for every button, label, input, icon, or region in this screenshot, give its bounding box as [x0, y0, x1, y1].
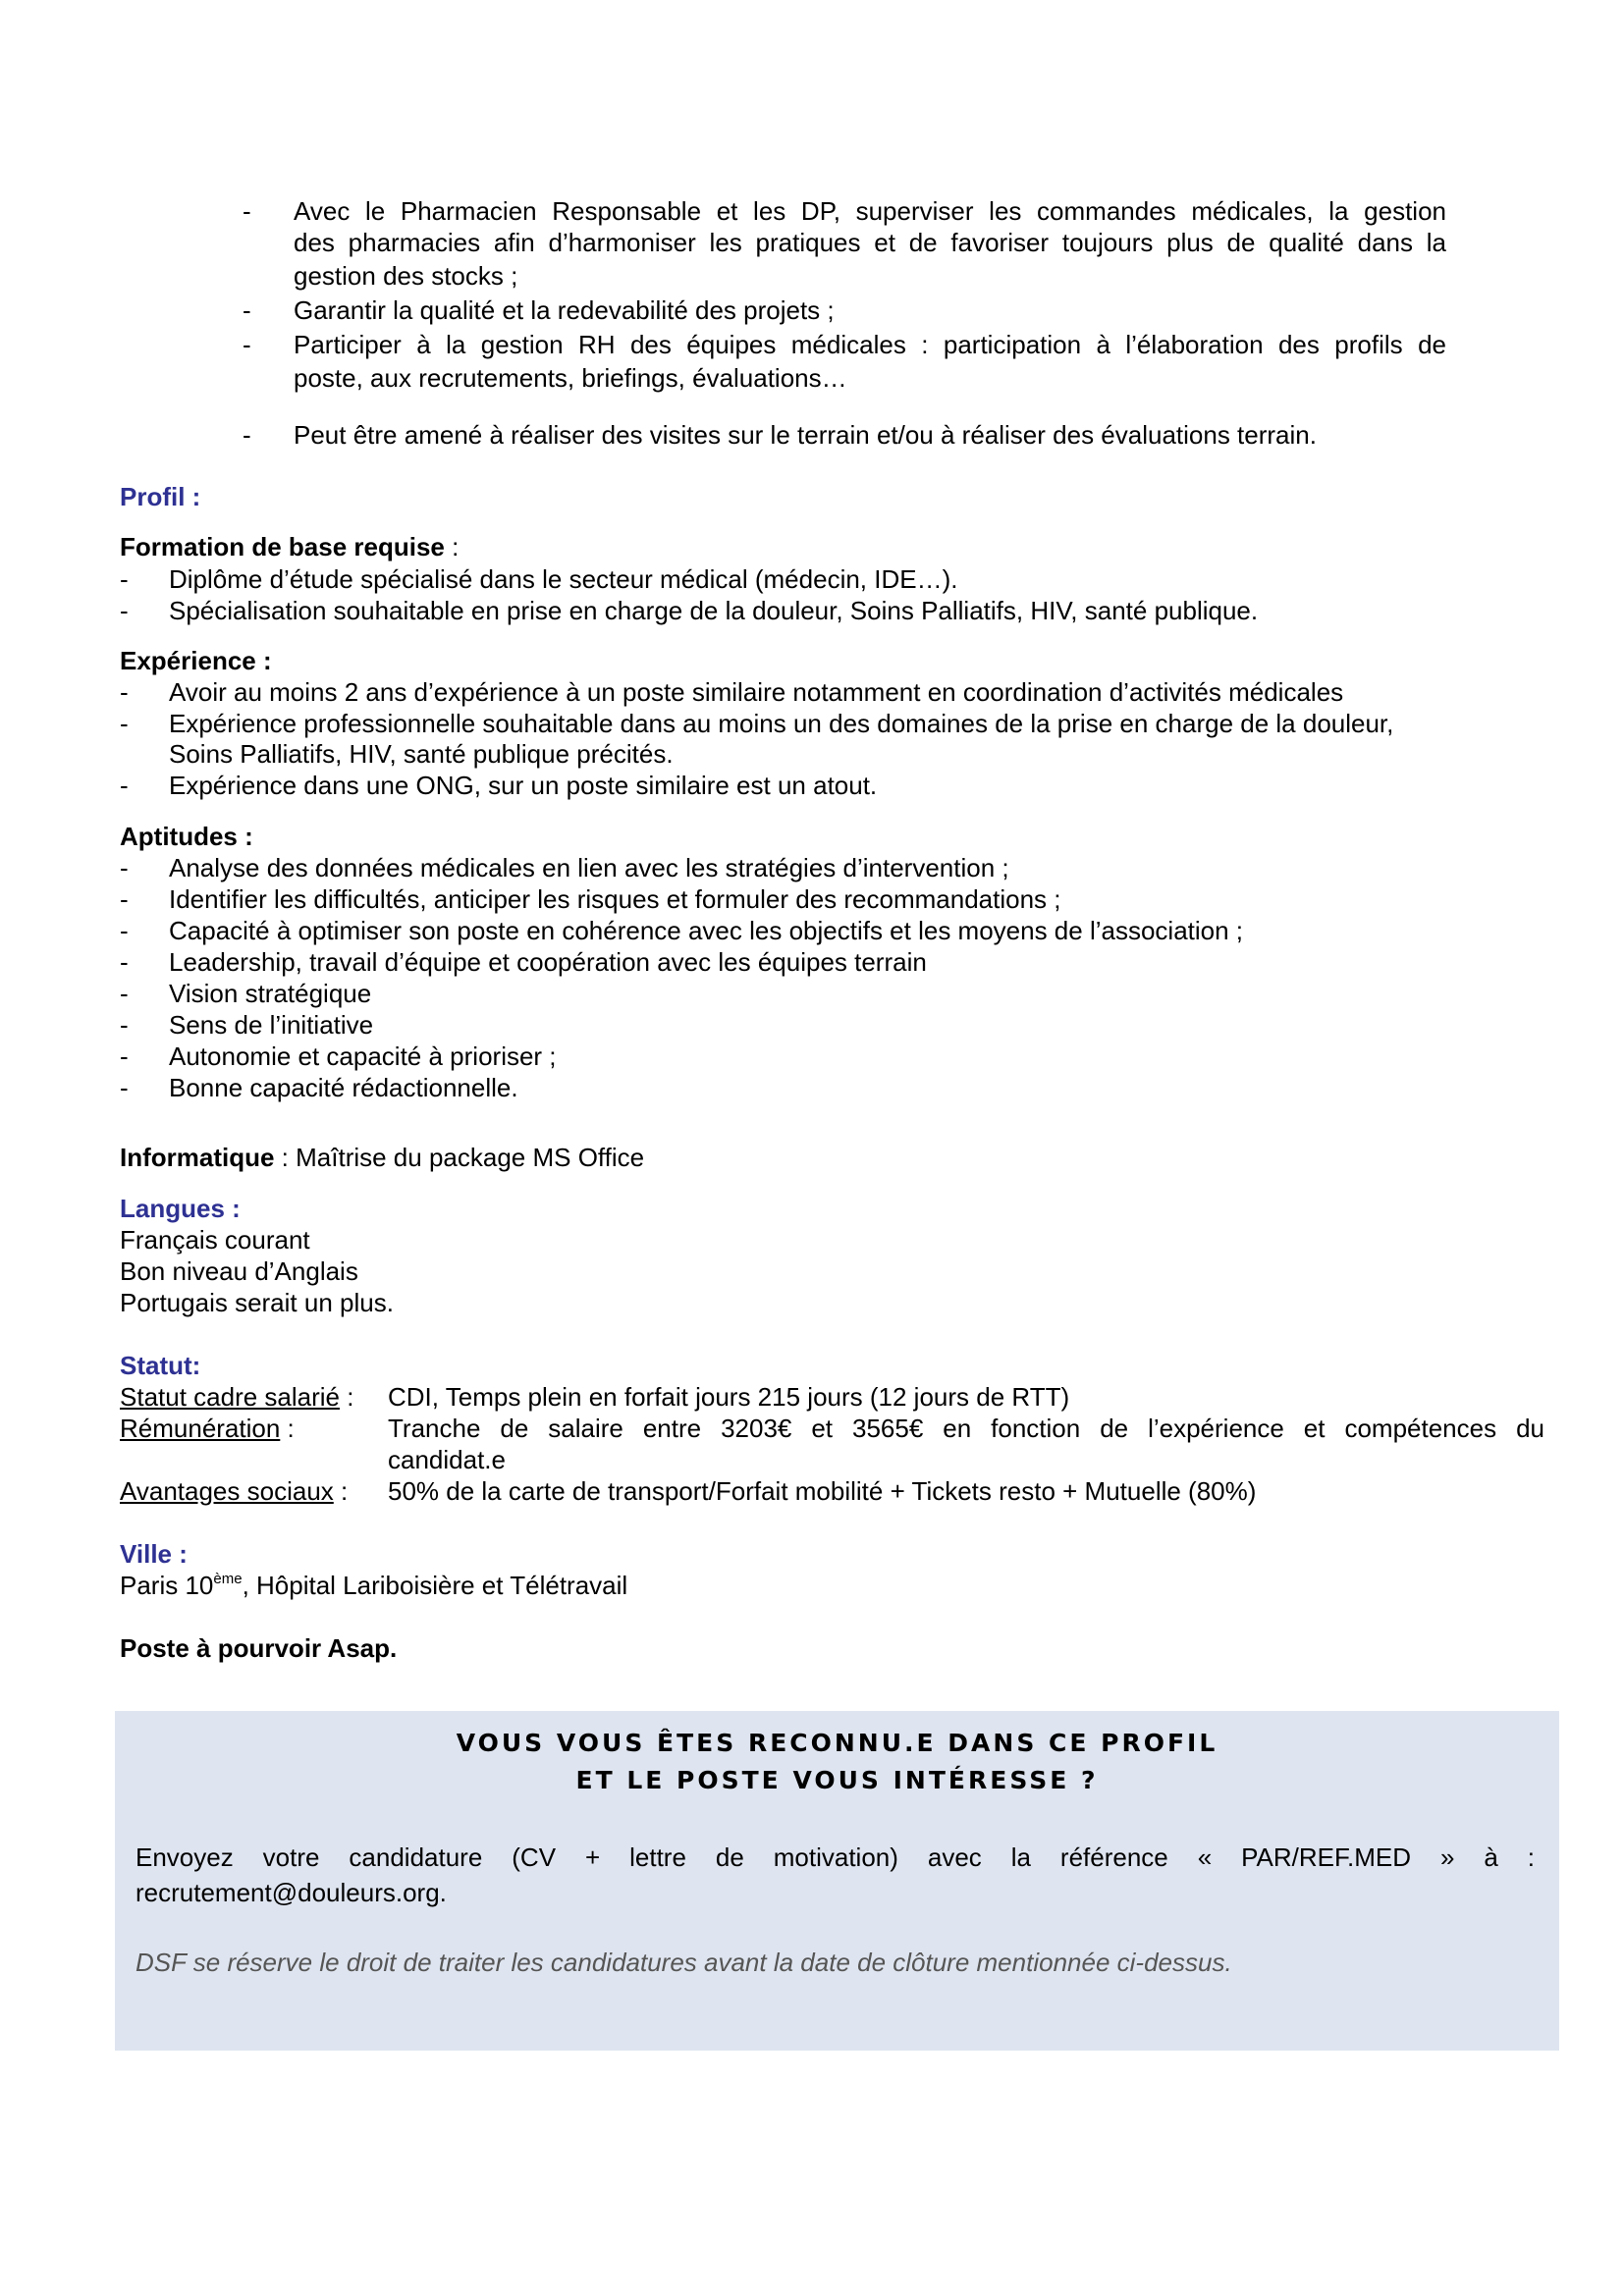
bullet-dash: - [120, 916, 129, 945]
bullet-dash: - [120, 979, 129, 1008]
bullet-dash: - [243, 196, 251, 226]
ville-text-sup: ème [213, 1571, 243, 1587]
bullet-dash: - [120, 771, 129, 800]
experience-title: Expérience : [120, 646, 272, 675]
bullet-dash: - [120, 709, 129, 738]
bullet-dash: - [120, 1073, 129, 1102]
informatique-text: : Maîtrise du package MS Office [274, 1143, 645, 1172]
experience-item-2-line-2: Soins Palliatifs, HIV, santé publique précités. [169, 739, 674, 769]
missions-item-1-line-2: des pharmacies afin d’harmoniser les pratiques et de favoriser toujours plus de qualité dans la [294, 228, 1446, 257]
aptitudes-item: Autonomie et capacité à prioriser ; [169, 1041, 557, 1071]
ville-heading: Ville : [120, 1539, 188, 1569]
remuneration-label: Rémunération [120, 1414, 281, 1443]
aptitudes-item: Bonne capacité rédactionnelle. [169, 1073, 518, 1102]
aptitudes-item: Vision stratégique [169, 979, 372, 1008]
bullet-dash: - [120, 1041, 129, 1071]
statut-row-label [120, 1475, 348, 1507]
statut-heading: Statut: [120, 1351, 201, 1380]
missions-item-4: Peut être amené à réaliser des visites sur le terrain et/ou à réaliser des évaluations terrain. [294, 420, 1317, 450]
ville-text-pre: Paris 10 [120, 1571, 214, 1600]
bullet-dash: - [243, 295, 251, 325]
langues-item: Français courant [120, 1225, 310, 1255]
formation-title-label: Formation de base requise [120, 532, 445, 561]
label-separator: : [280, 1414, 295, 1443]
formation-item-2: Spécialisation souhaitable en prise en charge de la douleur, Soins Palliatifs, HIV, santé publique. [169, 596, 1259, 625]
avantages-value: 50% de la carte de transport/Forfait mobilité + Tickets resto + Mutuelle (80%) [388, 1476, 1257, 1506]
bullet-dash: - [120, 596, 129, 625]
remuneration-value-line-1: Tranche de salaire entre 3203€ et 3565€ en fonction de l’expérience et compétences du [388, 1414, 1544, 1443]
avantages-label: Avantages sociaux [120, 1476, 334, 1506]
missions-item-3-line-2: poste, aux recrutements, briefings, évaluations… [294, 363, 847, 393]
langues-item: Bon niveau d’Anglais [120, 1256, 358, 1286]
candidature-note: DSF se réserve le droit de traiter les candidatures avant la date de clôture mentionnée ci-dessus. [135, 1948, 1232, 1977]
langues-heading: Langues : [120, 1194, 241, 1223]
aptitudes-item: Analyse des données médicales en lien avec les stratégies d’intervention ; [169, 853, 1009, 882]
candidature-email: recrutement@douleurs.org. [135, 1878, 447, 1907]
candidature-heading-line-1: VOUS VOUS ÊTES RECONNU.E DANS CE PROFIL [456, 1729, 1218, 1757]
missions-item-2: Garantir la qualité et la redevabilité des projets ; [294, 295, 835, 325]
bullet-dash: - [120, 677, 129, 707]
experience-item-1: Avoir au moins 2 ans d’expérience à un poste similaire notamment en coordination d’activités médicales [169, 677, 1344, 707]
bullet-dash: - [120, 947, 129, 977]
bullet-dash: - [243, 420, 251, 450]
bullet-dash: - [243, 330, 251, 359]
experience-item-2-line-1: Expérience professionnelle souhaitable dans au moins un des domaines de la prise en charge de la douleur, [169, 709, 1394, 738]
bullet-dash: - [120, 884, 129, 914]
statut-row-label [120, 1381, 353, 1413]
ville-text-post: , Hôpital Lariboisière et Télétravail [242, 1571, 628, 1600]
missions-item-1-line-1: Avec le Pharmacien Responsable et les DP, superviser les commandes médicales, la gestion [294, 196, 1446, 226]
aptitudes-item: Capacité à optimiser son poste en cohérence avec les objectifs et les moyens de l’association ; [169, 916, 1244, 945]
aptitudes-title: Aptitudes : [120, 822, 253, 851]
bullet-dash: - [120, 1010, 129, 1040]
aptitudes-item: Leadership, travail d’équipe et coopération avec les équipes terrain [169, 947, 927, 977]
remuneration-value-line-2: candidat.e [388, 1445, 506, 1474]
ville-text [120, 1570, 627, 1601]
profil-heading: Profil : [120, 482, 201, 511]
statut-row-label [120, 1413, 295, 1444]
formation-title [120, 531, 459, 562]
aptitudes-item: Sens de l’initiative [169, 1010, 374, 1040]
candidature-heading-line-2: ET LE POSTE VOUS INTÉRESSE ? [575, 1766, 1099, 1794]
formation-item-1: Diplôme d’étude spécialisé dans le secteur médical (médecin, IDE…). [169, 564, 958, 594]
informatique-title: Informatique [120, 1143, 275, 1172]
candidature-box [115, 1711, 1559, 2051]
candidature-body-line-1: Envoyez votre candidature (CV + lettre de motivation) avec la référence « PAR/REF.MED » à : [135, 1842, 1535, 1872]
label-separator: : [333, 1476, 349, 1506]
formation-title-suffix: : [444, 532, 460, 561]
langues-item: Portugais serait un plus. [120, 1288, 394, 1317]
experience-item-3: Expérience dans une ONG, sur un poste similaire est un atout. [169, 771, 878, 800]
statut-cadre-value: CDI, Temps plein en forfait jours 215 jours (12 jours de RTT) [388, 1382, 1070, 1412]
poste-asap: Poste à pourvoir Asap. [120, 1633, 398, 1663]
statut-cadre-label: Statut cadre salarié [120, 1382, 341, 1412]
label-separator: : [340, 1382, 354, 1412]
informatique-line [120, 1142, 644, 1173]
missions-item-3-line-1: Participer à la gestion RH des équipes médicales : participation à l’élaboration des profils de [294, 330, 1446, 359]
bullet-dash: - [120, 853, 129, 882]
aptitudes-item: Identifier les difficultés, anticiper les risques et formuler des recommandations ; [169, 884, 1061, 914]
missions-item-1-line-3: gestion des stocks ; [294, 261, 518, 291]
bullet-dash: - [120, 564, 129, 594]
